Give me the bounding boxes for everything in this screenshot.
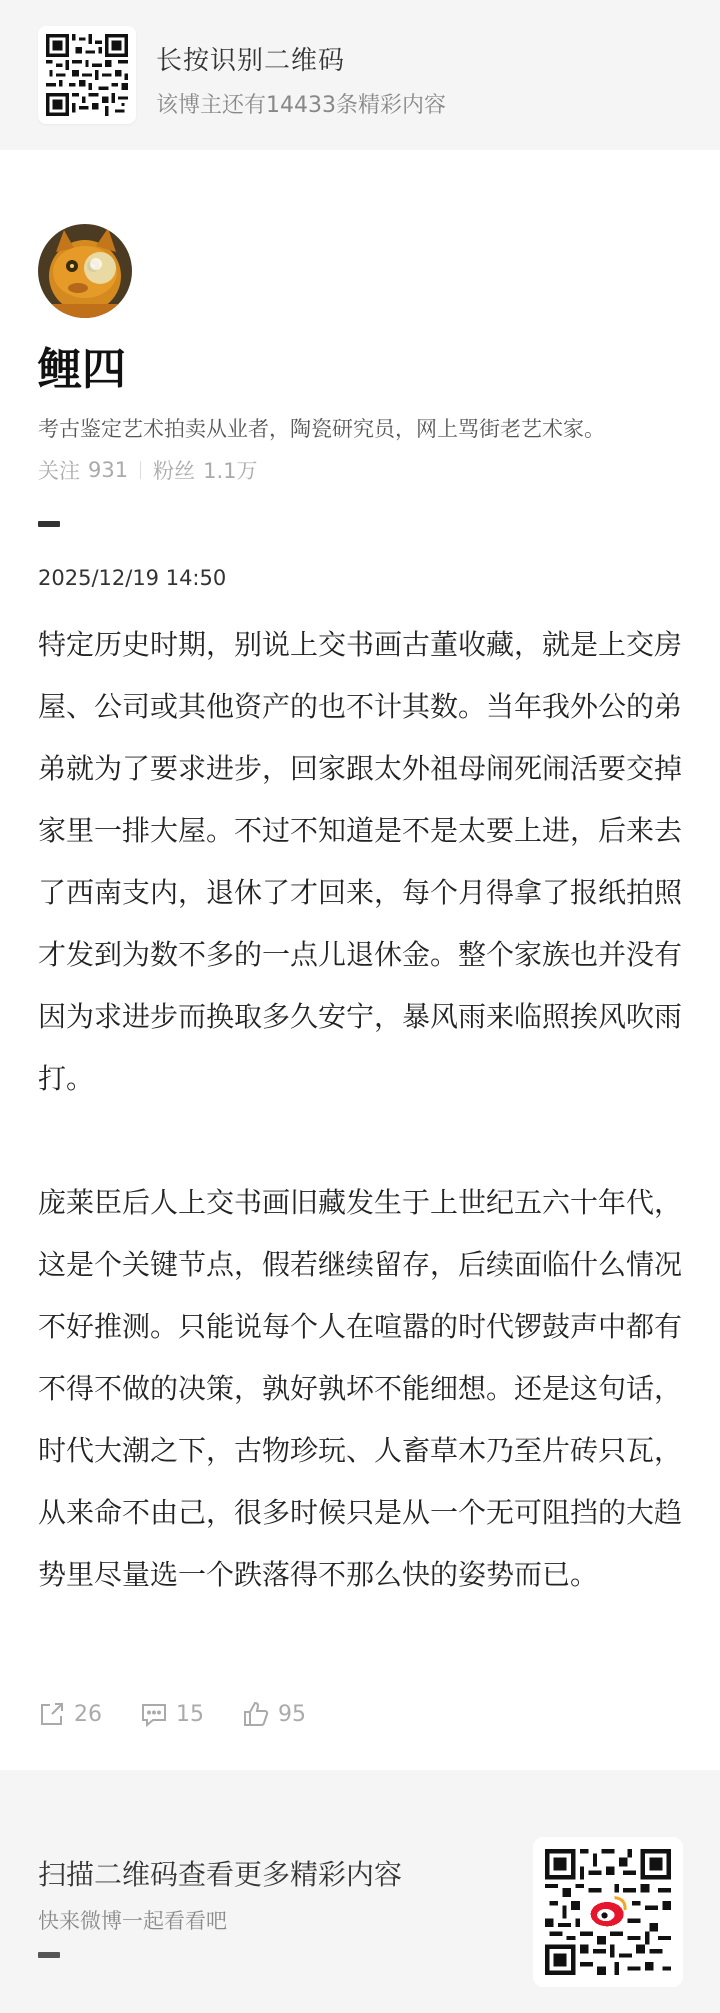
following-count: 931	[88, 458, 129, 482]
post-action-bar	[38, 1700, 344, 1728]
comment-count: 15	[176, 1701, 204, 1727]
qr-code-icon	[545, 1849, 671, 1975]
banner-title: 长按识别二维码	[156, 46, 346, 76]
footer-qr-code[interactable]	[533, 1837, 683, 1987]
like-count: 95	[278, 1701, 306, 1727]
post-paragraph: 庞莱臣后人上交书画旧藏发生于上世纪五六十年代，这是个关键节点，假若继续留存，后续面临什么情况不好推测。只能说每个人在喧嚣的时代锣鼓声中都有不得不做的决策，孰好孰坏不能细想。还是这句话，时代大潮之下，古物珍玩、人畜草木乃至片砖只瓦，从来命不由己，很多时候只是从一个无可阻挡的大趋势里尽量选一个跌落得不那么快的姿势而已。	[38, 1186, 683, 1591]
author-name[interactable]: 鲤四	[38, 344, 126, 395]
footer-divider	[38, 1952, 60, 1958]
repost-count: 26	[74, 1701, 102, 1727]
qr-code-icon	[46, 34, 128, 116]
comment-button[interactable]	[140, 1700, 204, 1728]
repost-icon	[38, 1700, 66, 1728]
post-body	[38, 614, 683, 1606]
comment-icon	[140, 1700, 168, 1728]
footer	[0, 1770, 720, 2013]
avatar-cat-icon	[38, 224, 132, 318]
stats-divider	[140, 461, 141, 479]
thumbs-up-icon	[242, 1700, 270, 1728]
followers-count: 1.1万	[203, 459, 258, 483]
author-bio: 考古鉴定艺术拍卖从业者，陶瓷研究员，网上骂街老艺术家。	[38, 417, 605, 441]
top-qr-code[interactable]	[38, 26, 136, 124]
repost-button[interactable]	[38, 1700, 102, 1728]
followers-label: 粉丝	[153, 459, 196, 483]
footer-subtitle: 快来微博一起看看吧	[38, 1909, 227, 1933]
footer-title: 扫描二维码查看更多精彩内容	[38, 1858, 403, 1891]
like-button[interactable]	[242, 1700, 306, 1728]
section-divider	[38, 521, 60, 527]
avatar[interactable]	[38, 224, 132, 318]
following-label: 关注	[38, 459, 80, 483]
banner-subtitle: 该博主还有14433条精彩内容	[156, 93, 446, 118]
top-banner	[0, 0, 720, 150]
post-paragraph: 特定历史时期，别说上交书画古董收藏，就是上交房屋、公司或其他资产的也不计其数。当年我外公的弟弟就为了要求进步，回家跟太外祖母闹死闹活要交掉家里一排大屋。不过不知道是不是太要上进，后来去了西南支内，退休了才回来，每个月得拿了报纸拍照才发到为数不多的一点儿退休金。整个家族也并没有因为求进步而换取多久安宁，暴风雨来临照挨风吹雨打。	[38, 628, 683, 1095]
paragraph-gap	[38, 1110, 683, 1172]
author-stats	[38, 455, 258, 485]
post-timestamp: 2025/12/19 14:50	[38, 566, 227, 590]
